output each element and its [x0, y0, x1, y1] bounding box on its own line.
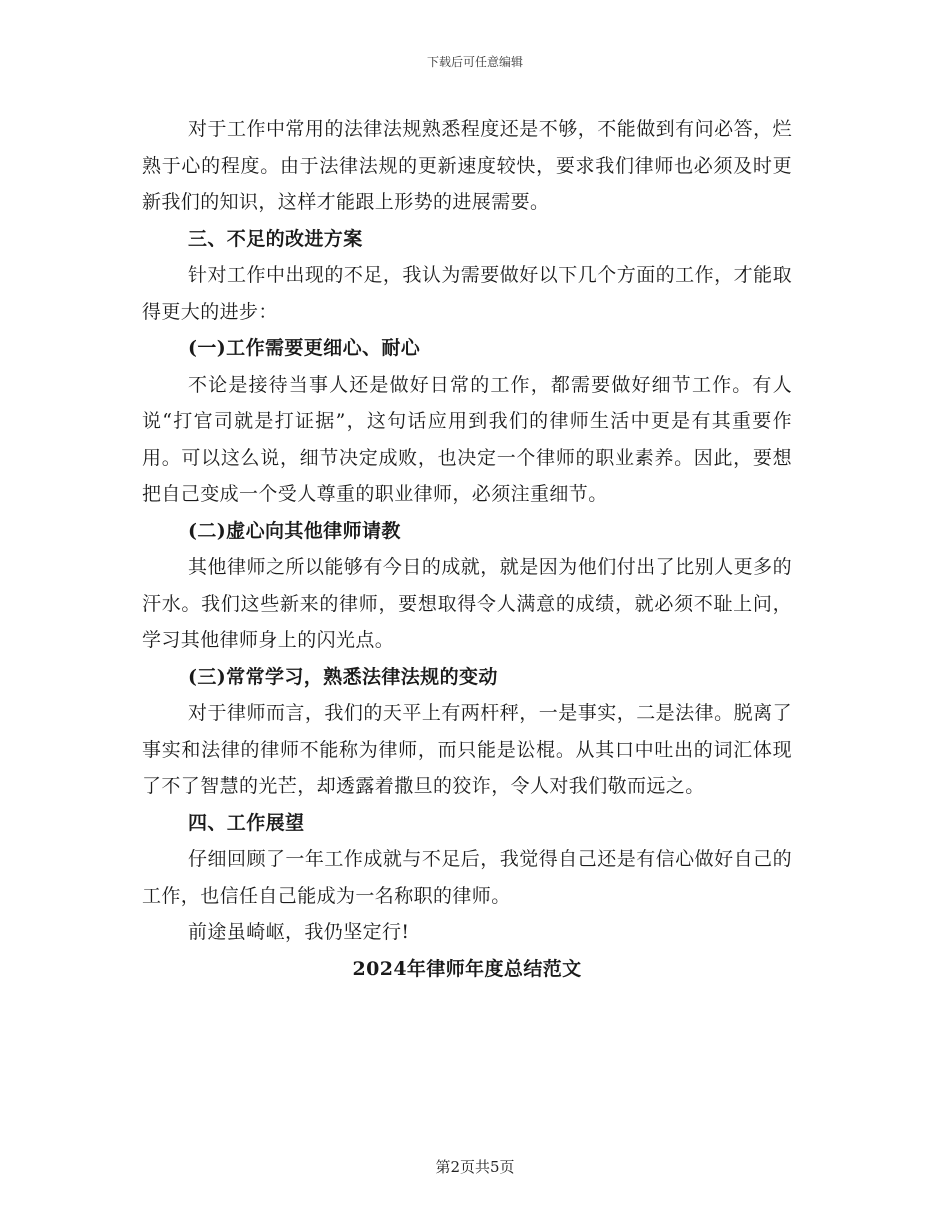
- subheading-learn-from-others: (二)虚心向其他律师请教: [188, 519, 401, 542]
- paragraph-outlook: 仔细回顾了一年工作成就与不足后，我觉得自己还是有信心做好自己的工作，也信任自己能成为一名称职的律师。: [142, 848, 792, 907]
- paragraph-facts-and-law: 对于律师而言，我们的天平上有两杆秤，一是事实，二是法律。脱离了事实和法律的律师不能称为律师，而只能是讼棍。从其口中吐出的词汇体现了不了智慧的光芒，却透露着撒旦的狡诈，令人对我们敬而远之。: [142, 702, 792, 797]
- paragraph-details: 不论是接待当事人还是做好日常的工作，都需要做好细节工作。有人说“打官司就是打证据”，这句话应用到我们的律师生活中更是有其重要作用。可以这么说，细节决定成败，也决定一个律师的职业素养。因此，要想把自己变成一个受人尊重的职业律师，必须注重细节。: [142, 373, 792, 505]
- paragraph-learn-from-others: 其他律师之所以能够有今日的成就，就是因为他们付出了比别人更多的汗水。我们这些新来的律师，要想取得令人满意的成绩，就必须不耻上问，学习其他律师身上的闪光点。: [142, 556, 792, 651]
- paragraph-improvement-intro: 针对工作中出现的不足，我认为需要做好以下几个方面的工作，才能取得更大的进步：: [142, 264, 792, 323]
- section-heading-outlook: 四、工作展望: [188, 811, 305, 834]
- section-heading-improvement: 三、不足的改进方案: [188, 227, 363, 250]
- paragraph-closing: 前途虽崎岖，我仍坚定行!: [188, 921, 410, 943]
- subheading-careful-patient: (一)工作需要更细心、耐心: [188, 337, 421, 359]
- header-note: 下载后可任意编辑: [426, 55, 523, 69]
- document-title: 2024年律师年度总结范文: [352, 957, 582, 980]
- subheading-study-law-changes: (三)常常学习，熟悉法律法规的变动: [188, 665, 498, 688]
- paragraph-legal-familiarity: 对于工作中常用的法律法规熟悉程度还是不够，不能做到有问必答，烂熟于心的程度。由于法律法规的更新速度较快，要求我们律师也必须及时更新我们的知识，这样才能跟上形势的进展需要。: [142, 118, 792, 213]
- page-number: 第2页共5页: [435, 1158, 515, 1176]
- document-body: [142, 111, 792, 987]
